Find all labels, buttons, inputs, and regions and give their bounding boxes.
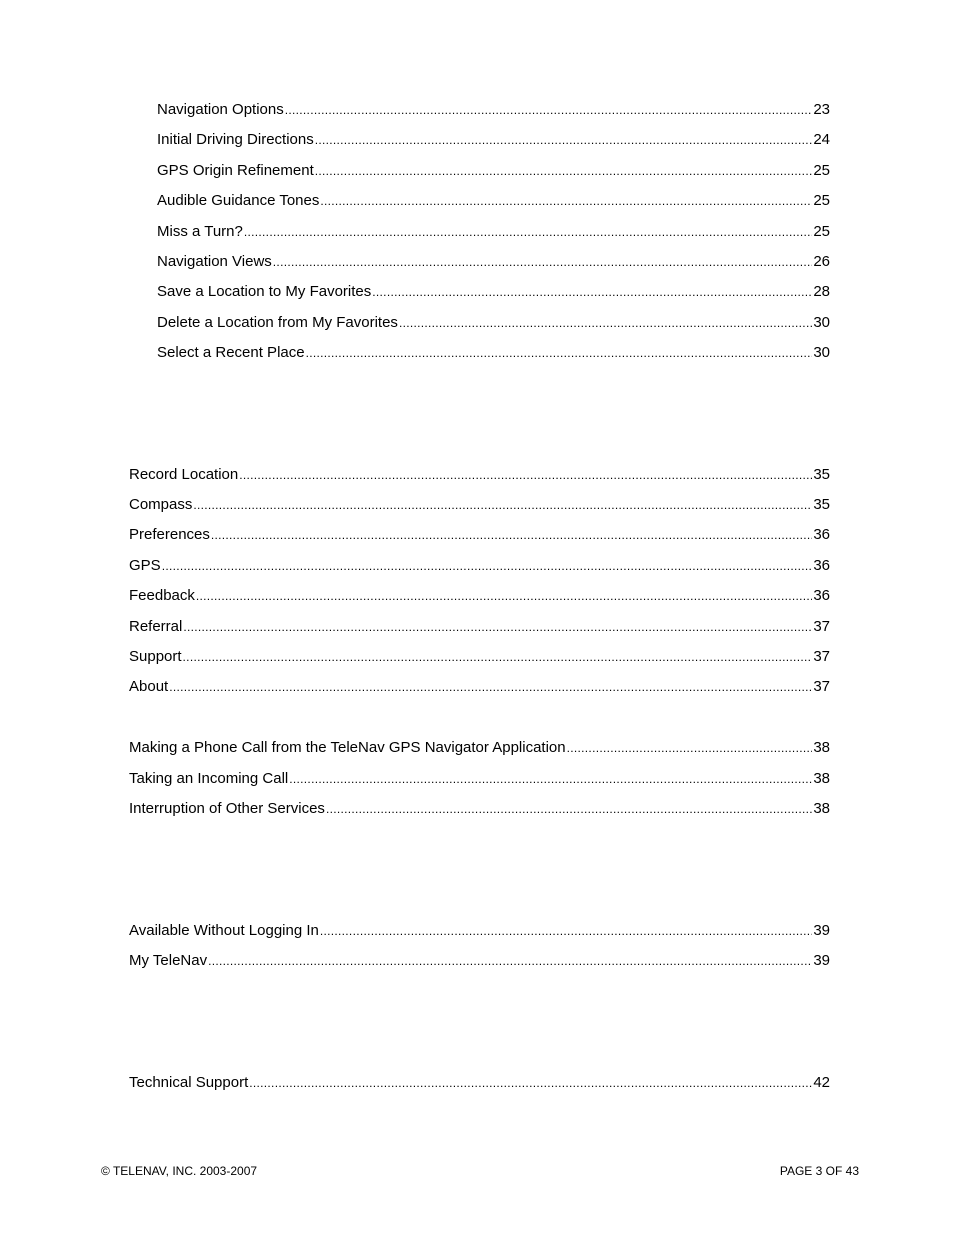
toc-entry-page: 24 <box>813 131 830 148</box>
toc-entry-title: Audible Guidance Tones <box>157 192 320 209</box>
toc-leader-dots <box>326 799 812 819</box>
toc-entry[interactable] <box>129 647 830 667</box>
toc-entry-page: 35 <box>813 466 830 483</box>
toc-entry-title: Save a Location to My Favorites <box>157 283 372 300</box>
toc-entry-page: 30 <box>813 344 830 361</box>
toc-entry-page: 42 <box>813 1074 830 1091</box>
toc-entry-title: Technical Support <box>129 1074 249 1091</box>
toc-entry-page: 25 <box>813 192 830 209</box>
toc-entry-title: Select a Recent Place <box>157 344 305 361</box>
toc-leader-dots <box>208 951 812 971</box>
toc-entry-title: My TeleNav <box>129 952 208 969</box>
footer-page-number: PAGE 3 OF 43 <box>779 1164 859 1178</box>
toc-entry[interactable] <box>129 769 830 789</box>
toc-entry[interactable] <box>129 495 830 515</box>
toc-leader-dots <box>196 586 812 606</box>
toc-entry[interactable] <box>157 100 830 120</box>
toc-entry-title: Support <box>129 648 182 665</box>
toc-entry-title: Available Without Logging In <box>129 922 319 939</box>
toc-entry-page: 38 <box>813 770 830 787</box>
toc-leader-dots <box>273 252 813 272</box>
toc-entry[interactable] <box>129 465 830 485</box>
toc-leader-dots <box>239 465 812 485</box>
toc-entry-page: 39 <box>813 952 830 969</box>
toc-entry-page: 38 <box>813 800 830 817</box>
toc-entry-title: Navigation Views <box>157 253 272 270</box>
toc-entry-title: Delete a Location from My Favorites <box>157 314 398 331</box>
toc-entry-title: Miss a Turn? <box>157 223 243 240</box>
toc-leader-dots <box>315 130 813 150</box>
toc-entry-page: 36 <box>813 526 830 543</box>
toc-entry-title: About <box>129 678 169 695</box>
toc-leader-dots <box>399 313 812 333</box>
toc-entry-title: GPS <box>129 557 161 574</box>
toc-entry-page: 25 <box>813 223 830 240</box>
toc-leader-dots <box>193 495 812 515</box>
toc-leader-dots <box>249 1073 812 1093</box>
toc-leader-dots <box>211 525 812 545</box>
toc-entry-title: Interruption of Other Services <box>129 800 325 817</box>
toc-entry-page: 37 <box>813 648 830 665</box>
toc-entry-title: Taking an Incoming Call <box>129 770 289 787</box>
toc-entry-page: 37 <box>813 678 830 695</box>
toc-leader-dots <box>315 161 813 181</box>
toc-leader-dots <box>567 738 813 758</box>
toc-entry-title: Referral <box>129 618 183 635</box>
toc-entry-title: GPS Origin Refinement <box>157 162 314 179</box>
toc-entry-title: Preferences <box>129 526 210 543</box>
toc-leader-dots <box>306 343 813 363</box>
toc-entry[interactable] <box>129 677 830 697</box>
toc-leader-dots <box>320 191 812 211</box>
toc-entry[interactable] <box>129 799 830 819</box>
toc-entry-title: Record Location <box>129 466 239 483</box>
toc-entry-title: Initial Driving Directions <box>157 131 314 148</box>
toc-entry-page: 30 <box>813 314 830 331</box>
toc-entry[interactable] <box>129 921 830 941</box>
toc-entry-page: 25 <box>813 162 830 179</box>
toc-leader-dots <box>183 617 812 637</box>
toc-entry-page: 37 <box>813 618 830 635</box>
toc-leader-dots <box>169 677 812 697</box>
toc-entry[interactable] <box>157 343 830 363</box>
toc-leader-dots <box>183 647 813 667</box>
toc-entry-title: Navigation Options <box>157 101 284 118</box>
toc-leader-dots <box>372 282 812 302</box>
toc-entry-page: 38 <box>813 739 830 756</box>
toc-entry[interactable] <box>129 525 830 545</box>
toc-entry[interactable] <box>129 617 830 637</box>
toc-leader-dots <box>285 100 813 120</box>
toc-leader-dots <box>162 556 813 576</box>
toc-entry[interactable] <box>157 313 830 333</box>
toc-entry[interactable] <box>157 191 830 211</box>
toc-leader-dots <box>244 222 812 242</box>
footer-copyright: © TELENAV, INC. 2003-2007 <box>101 1164 258 1178</box>
toc-entry[interactable] <box>129 586 830 606</box>
toc-entry[interactable] <box>129 556 830 576</box>
toc-leader-dots <box>320 921 812 941</box>
toc-entry[interactable] <box>129 738 830 758</box>
toc-entry[interactable] <box>129 951 830 971</box>
toc-entry-page: 23 <box>813 101 830 118</box>
toc-entry[interactable] <box>129 1073 830 1093</box>
toc-entry-title: Making a Phone Call from the TeleNav GPS Navigator Application <box>129 739 566 756</box>
toc-leader-dots <box>289 769 812 789</box>
toc-entry[interactable] <box>157 222 830 242</box>
toc-entry[interactable] <box>157 252 830 272</box>
toc-entry-page: 26 <box>813 253 830 270</box>
toc-entry-page: 35 <box>813 496 830 513</box>
toc-entry[interactable] <box>157 282 830 302</box>
toc-entry[interactable] <box>157 130 830 150</box>
toc-entry-page: 36 <box>813 557 830 574</box>
toc-entry[interactable] <box>157 161 830 181</box>
toc-entry-page: 36 <box>813 587 830 604</box>
toc-entry-page: 39 <box>813 922 830 939</box>
toc-entry-title: Compass <box>129 496 193 513</box>
toc-entry-title: Feedback <box>129 587 195 604</box>
toc-entry-page: 28 <box>813 283 830 300</box>
